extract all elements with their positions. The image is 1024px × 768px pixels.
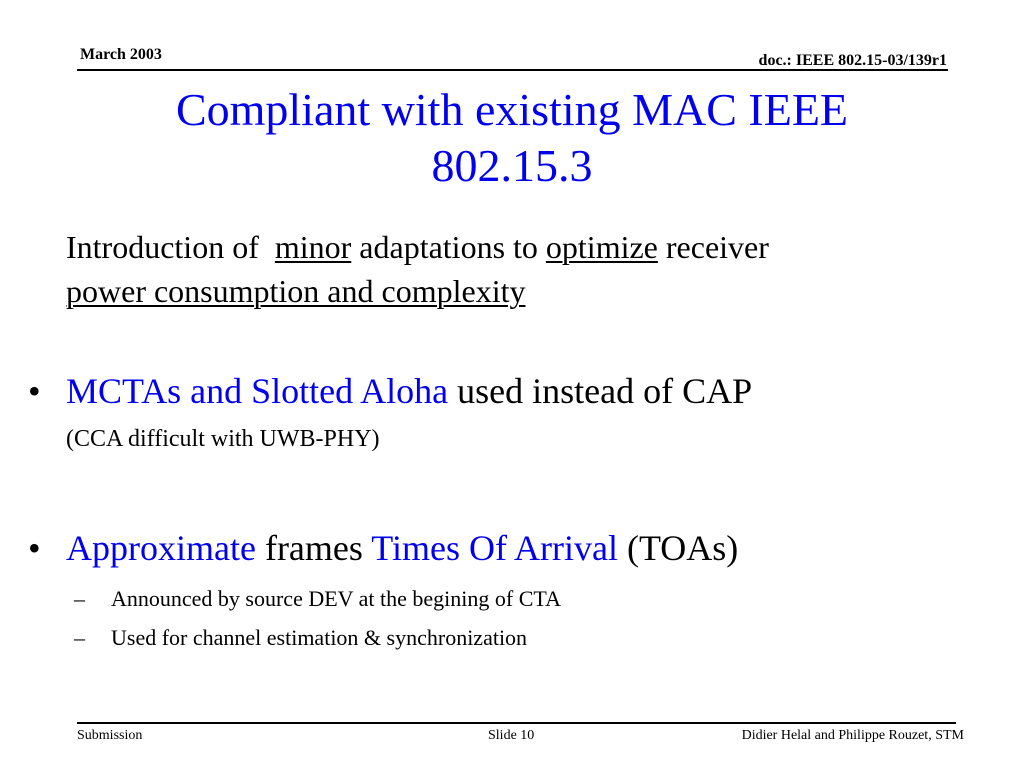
bullet-toa-approximate: Approximate (66, 528, 256, 568)
sub-bullet-dash: – (74, 586, 85, 611)
slide-title-line2: 802.15.3 (431, 140, 593, 191)
header-date: March 2003 (80, 46, 162, 63)
intro-text-2: adaptations to (359, 229, 538, 265)
bullet-toa-times-of-arrival: Times Of Arrival (371, 528, 618, 568)
bullet-symbol: • (28, 371, 41, 411)
sub-bullet-text: Used for channel estimation & synchronization (111, 625, 528, 650)
header-doc-id: doc.: IEEE 802.15-03/139r1 (758, 52, 947, 69)
intro-optimize: optimize (545, 229, 658, 265)
slide-title (100, 82, 924, 194)
bullet-toa-rest: (TOAs) (626, 528, 739, 568)
footer-divider (77, 722, 956, 724)
bullet-toa-frames: frames (264, 528, 363, 568)
intro-text-1: Introduction of (66, 229, 259, 265)
header-divider (77, 69, 948, 71)
intro-paragraph (66, 225, 966, 313)
footer-slide-number: Slide 10 (488, 728, 535, 743)
sub-bullet-text: Announced by source DEV at the begining of CTA (111, 586, 561, 611)
bullet-mctas-rest: used instead of CAP (457, 371, 753, 411)
bullet-mctas-note: (CCA difficult with UWB-PHY) (66, 426, 380, 452)
sub-bullet-dash: – (74, 625, 85, 650)
intro-line2: power consumption and complexity (66, 273, 526, 309)
footer-authors: Didier Helal and Philippe Rouzet, STM (741, 728, 964, 743)
bullet-symbol: • (28, 528, 41, 568)
intro-minor: minor (274, 229, 352, 265)
bullet-mctas-highlight: MCTAs and Slotted Aloha (66, 371, 449, 411)
slide-title-line1: Compliant with existing MAC IEEE (175, 84, 849, 135)
footer-submission: Submission (77, 728, 143, 743)
intro-text-3: receiver (665, 229, 769, 265)
